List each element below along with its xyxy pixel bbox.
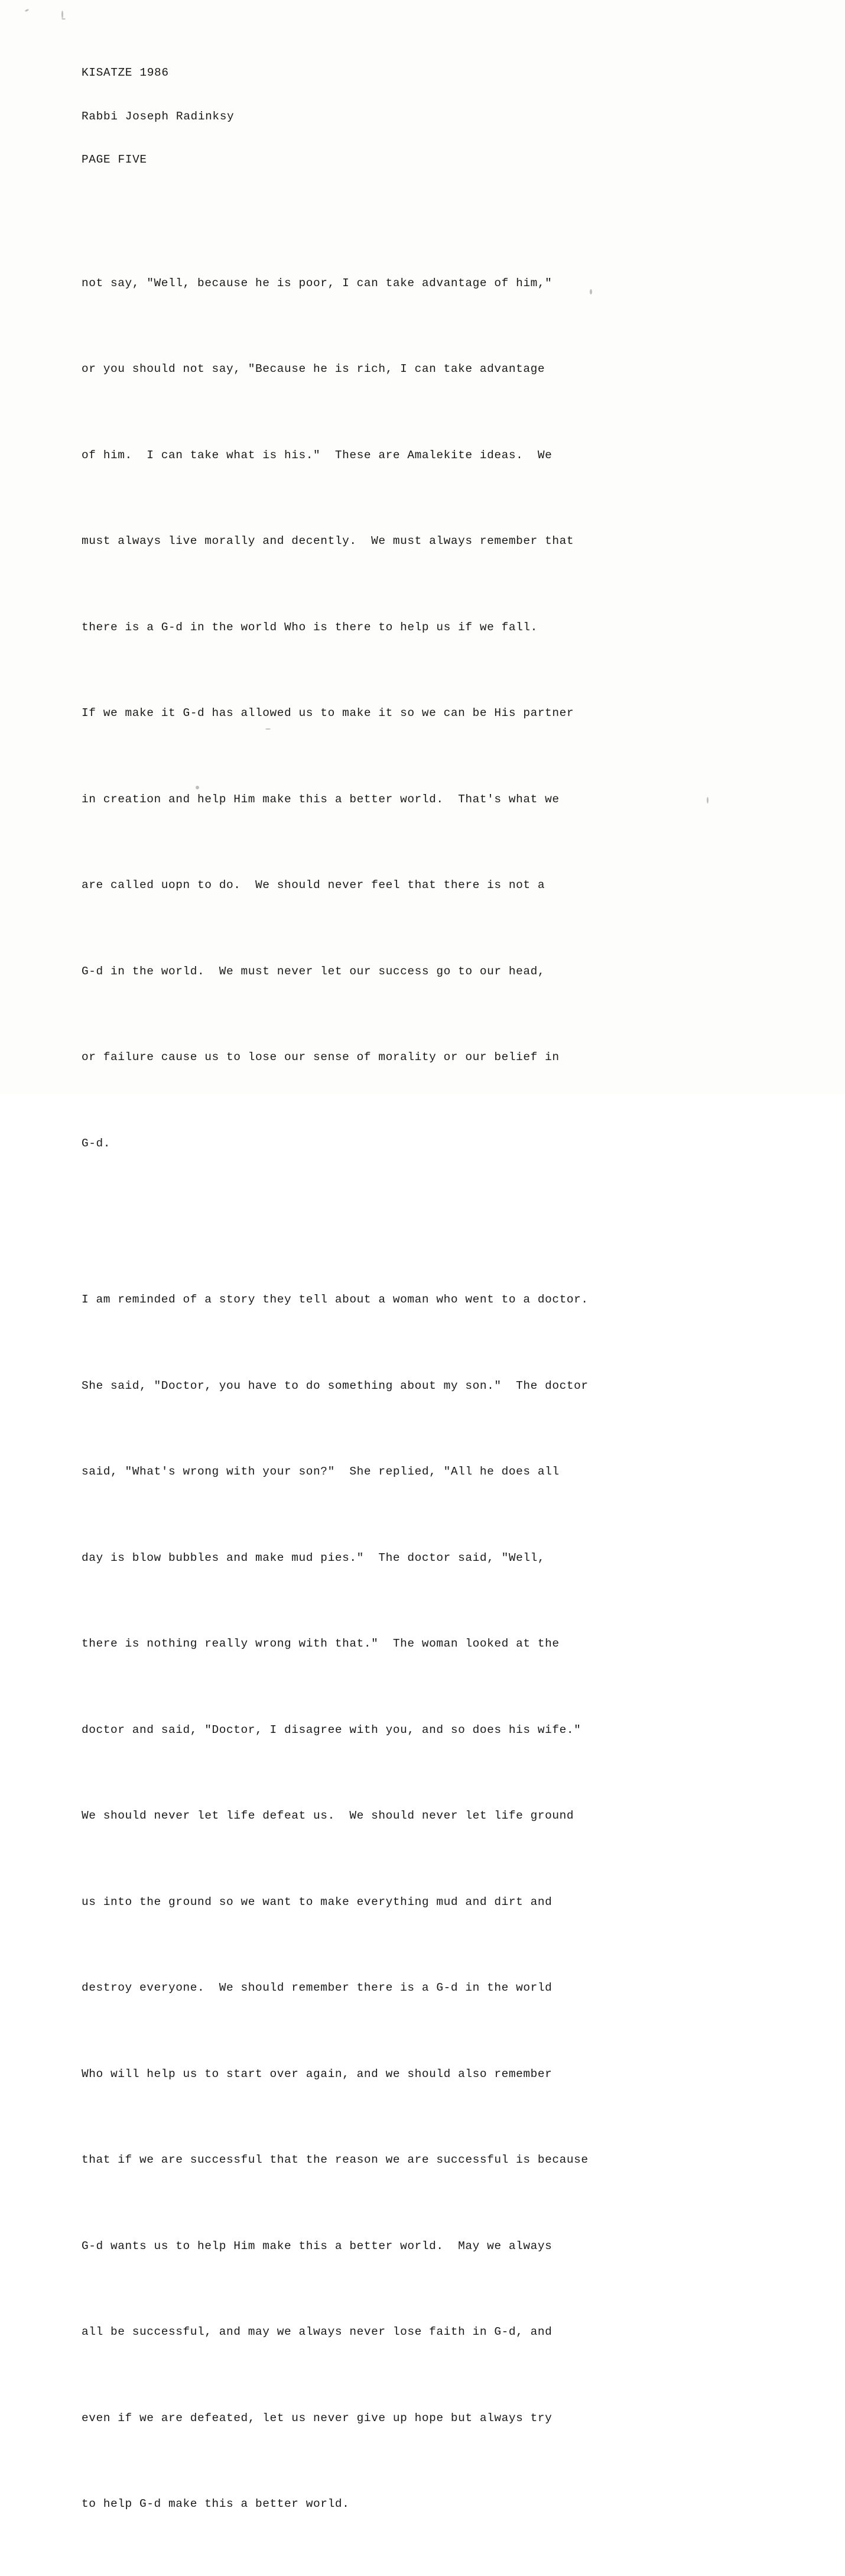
paragraph-line: G-d in the world. We must never let our success go to our head, xyxy=(82,964,545,978)
paragraph-line: must always live morally and decently. We must always remember that xyxy=(82,534,574,547)
document-body xyxy=(82,37,779,2576)
paragraph-line: We should never let life defeat us. We should never let life ground xyxy=(82,1809,574,1822)
paragraph-line: that if we are successful that the reason we are successful is because xyxy=(82,2153,589,2166)
paragraph-line: all be successful, and may we always never lose faith in G-d, and xyxy=(82,2325,552,2338)
paragraph-line: there is a G-d in the world Who is there to help us if we fall. xyxy=(82,620,538,634)
paragraph-line: If we make it G-d has allowed us to make it so we can be His partner xyxy=(82,707,574,720)
paragraph-line: in creation and help Him make this a better world. That's what we xyxy=(82,792,560,806)
header-line-title: KISATZE 1986 xyxy=(82,66,169,79)
paragraph-line: said, "What's wrong with your son?" She replied, "All he does all xyxy=(82,1465,560,1478)
paragraph-line: to help G-d make this a better world. xyxy=(82,2497,350,2510)
paragraph-line: even if we are defeated, let us never give up hope but always try xyxy=(82,2411,552,2425)
paragraph-line: day is blow bubbles and make mud pies." The doctor said, "Well, xyxy=(82,1551,545,1564)
paragraph-line: I am reminded of a story they tell about a woman who went to a doctor. xyxy=(82,1293,589,1306)
paragraph-line: of him. I can take what is his." These are Amalekite ideas. We xyxy=(82,448,552,462)
paragraph-line: destroy everyone. We should remember there is a G-d in the world xyxy=(82,1981,552,1994)
paragraph-line: or you should not say, "Because he is rich, I can take advantage xyxy=(82,362,545,375)
scan-speckle-icon xyxy=(61,11,63,18)
paragraph-line: us into the ground so we want to make everything mud and dirt and xyxy=(82,1895,552,1908)
paragraph-1 xyxy=(82,212,779,1216)
scan-speckle-icon xyxy=(25,9,30,12)
paragraph-line: not say, "Well, because he is poor, I can take advantage of him," xyxy=(82,276,552,290)
paragraph-line: doctor and said, "Doctor, I disagree with you, and so does his wife." xyxy=(82,1723,581,1736)
paragraph-2 xyxy=(82,1228,779,2576)
paragraph-line: She said, "Doctor, you have to do something about my son." The doctor xyxy=(82,1379,589,1392)
paragraph-line: G-d wants us to help Him make this a better world. May we always xyxy=(82,2239,552,2253)
paragraph-line: there is nothing really wrong with that." The woman looked at the xyxy=(82,1637,560,1650)
paragraph-line: are called uopn to do. We should never feel that there is not a xyxy=(82,879,545,892)
header-line-author: Rabbi Joseph Radinksy xyxy=(82,109,235,123)
document-header-block xyxy=(82,37,779,196)
paragraph-line: G-d. xyxy=(82,1136,111,1150)
paragraph-line: Who will help us to start over again, and we should also remember xyxy=(82,2067,552,2081)
scan-speckle-icon xyxy=(61,18,66,20)
paragraph-line: or failure cause us to lose our sense of morality or our belief in xyxy=(82,1051,560,1064)
header-line-page: PAGE FIVE xyxy=(82,153,147,166)
